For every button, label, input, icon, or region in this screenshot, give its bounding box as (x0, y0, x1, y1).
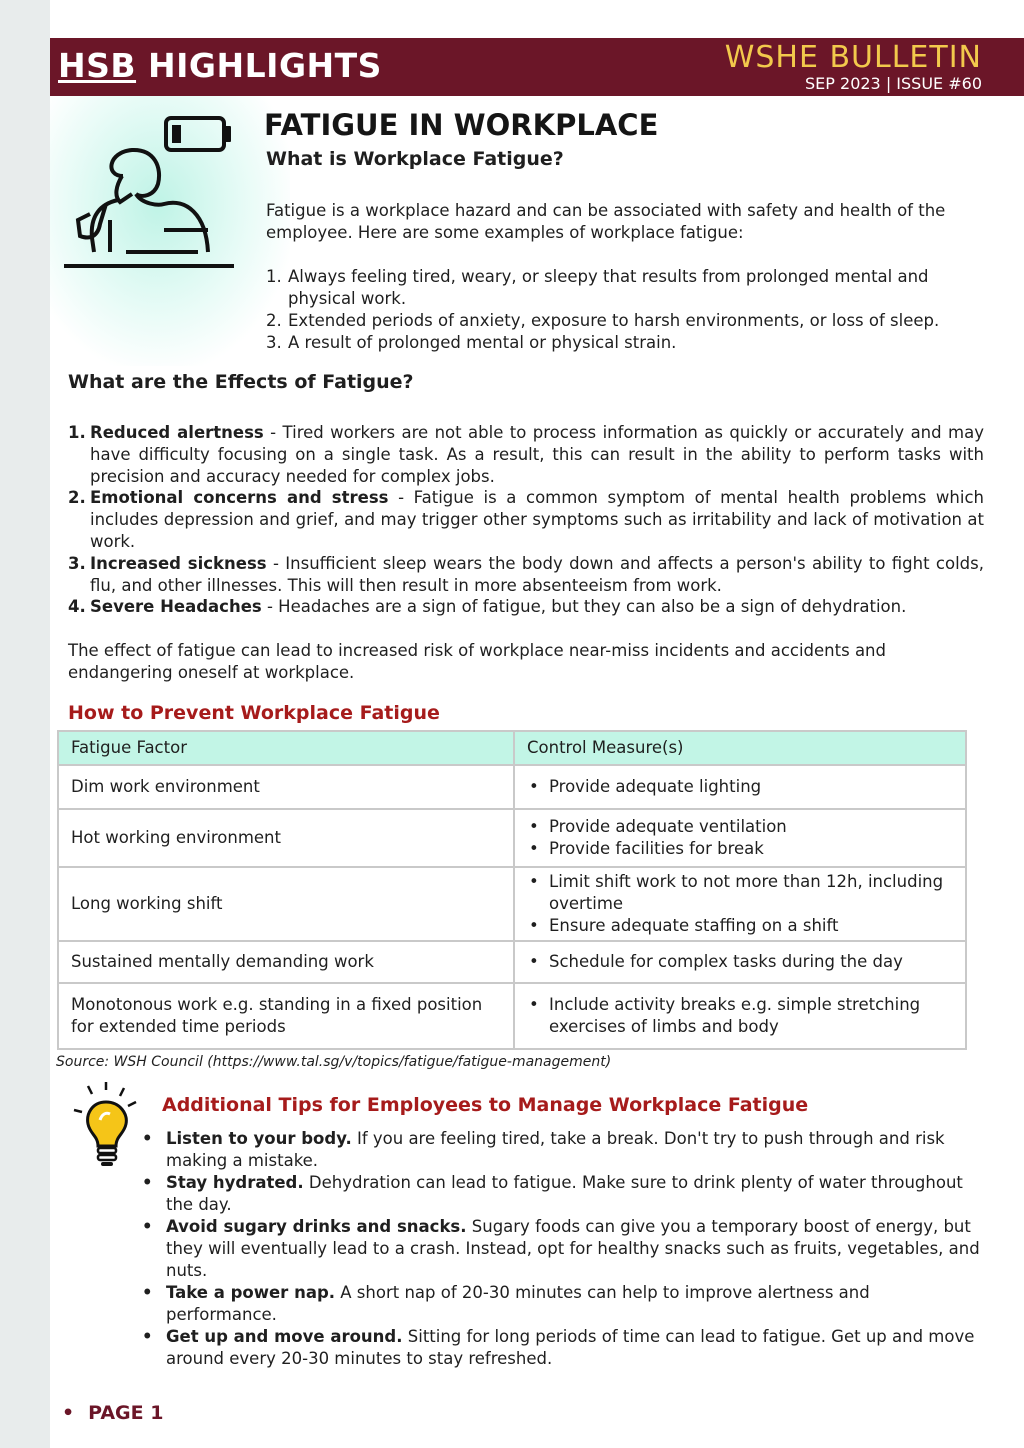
table-row (58, 983, 966, 1049)
list-item-number: 2. (68, 488, 86, 508)
footer-bullet: • (62, 1402, 75, 1424)
side-strip (0, 0, 50, 1448)
list-item-text: A result of prolonged mental or physical strain. (288, 333, 677, 352)
measure-text: Provide adequate ventilation (549, 817, 787, 836)
table-row (58, 941, 966, 983)
bullet: • (529, 916, 539, 935)
prevention-table (57, 730, 967, 1050)
list-item (266, 266, 996, 310)
bullet: • (529, 995, 539, 1014)
source-note: Source: WSH Council (https://www.tal.sg/v/topics/fatigue/fatigue-management) (56, 1054, 612, 1070)
article-intro: Fatigue is a workplace hazard and can be associated with safety and health of the employee. Here are some examples of workplace fatigue: (266, 201, 946, 242)
list-item-heading: Get up and move around. (166, 1327, 403, 1346)
page-number: PAGE 1 (88, 1402, 164, 1424)
list-item-heading: Avoid sugary drinks and snacks. (166, 1217, 467, 1236)
list-item (68, 553, 984, 597)
bulletin-title: WSHE BULLETIN (724, 40, 982, 75)
list-item-number: 3. (68, 553, 86, 573)
list-item-heading: Emotional concerns and stress (90, 488, 389, 508)
list-item-text: Extended periods of anxiety, exposure to harsh environments, or loss of sleep. (288, 311, 940, 330)
tired-worker-low-battery-icon (60, 112, 240, 272)
bullet: • (529, 777, 539, 796)
list-item-text: Sugary foods can give you a temporary boost of energy, but they will eventually lead to a crash. Instead, opt for healthy snacks such as fruits, vegetables, and nuts. (166, 1217, 980, 1280)
bullet: • (142, 1173, 153, 1192)
table-cell-measures (514, 983, 966, 1049)
list-item (68, 596, 984, 618)
list-item (142, 1216, 982, 1282)
list-item-heading: Stay hydrated. (166, 1173, 304, 1192)
prevention-title: How to Prevent Workplace Fatigue (68, 702, 440, 724)
table-cell-factor: Dim work environment (58, 765, 514, 809)
measures-list (527, 776, 953, 798)
measure-item (527, 915, 953, 937)
measure-item (527, 951, 953, 973)
list-item-body (90, 596, 906, 618)
examples-list (266, 266, 996, 354)
list-item-number: 3. (266, 333, 282, 352)
list-item-heading: Take a power nap. (166, 1283, 336, 1302)
header-control-measures: Control Measure(s) (514, 731, 966, 765)
list-item-text: Dehydration can lead to fatigue. Make sure to drink plenty of water throughout the day. (166, 1173, 963, 1214)
table-row (58, 809, 966, 867)
list-item-body (166, 1216, 982, 1282)
list-item-heading: Severe Headaches (90, 597, 262, 617)
bullet: • (529, 839, 539, 858)
list-item-text: A short nap of 20-30 minutes can help to improve alertness and performance. (166, 1283, 870, 1324)
list-item-number: 4. (68, 597, 86, 617)
list-item-body (90, 553, 984, 597)
list-item-heading: Listen to your body. (166, 1129, 352, 1148)
bullet: • (142, 1327, 153, 1346)
bullet: • (142, 1217, 153, 1236)
table-cell-factor: Monotonous work e.g. standing in a fixed position for extended time periods (58, 983, 514, 1049)
page-footer (62, 1402, 163, 1424)
list-item-body (166, 1172, 982, 1216)
list-item (266, 310, 996, 332)
article-title: FATIGUE IN WORKPLACE (264, 108, 659, 142)
list-item-heading: Reduced alertness (90, 423, 264, 442)
list-item-heading: Increased sickness (90, 553, 267, 573)
measures-list (527, 994, 953, 1038)
bullet: • (529, 952, 539, 971)
list-item (266, 332, 996, 354)
effects-title: What are the Effects of Fatigue? (68, 371, 414, 393)
measures-list (527, 816, 953, 860)
brand-suffix: HIGHLIGHTS (136, 46, 382, 85)
bullet: • (529, 872, 539, 891)
tips-title: Additional Tips for Employees to Manage Workplace Fatigue (162, 1094, 809, 1116)
measure-item (527, 816, 953, 838)
table-cell-measures (514, 867, 966, 941)
table-cell-factor: Hot working environment (58, 809, 514, 867)
tips-list (142, 1128, 982, 1370)
list-item-body (166, 1326, 982, 1370)
measure-item (527, 776, 953, 798)
measure-text: Provide adequate lighting (549, 777, 762, 796)
list-item-number: 2. (266, 311, 282, 330)
measure-text: Schedule for complex tasks during the day (549, 952, 903, 971)
measure-text: Provide facilities for break (549, 839, 764, 858)
list-item-text: Always feeling tired, weary, or sleepy that results from prolonged mental and physical work. (288, 267, 929, 308)
header-banner (50, 38, 1024, 96)
bullet: • (142, 1283, 153, 1302)
measures-list (527, 871, 953, 937)
lightbulb-icon (70, 1080, 140, 1170)
table-row (58, 765, 966, 809)
effects-conclusion: The effect of fatigue can lead to increased risk of workplace near-miss incidents and accidents and endangering oneself at workplace. (68, 641, 886, 682)
header-fatigue-factor: Fatigue Factor (58, 731, 514, 765)
table-row (58, 867, 966, 941)
list-item (142, 1326, 982, 1370)
list-item-text: - Insufficient sleep wears the body down and affects a person's ability to fight colds, flu, and other illnesses. This will then result in more absenteeism from work. (90, 553, 984, 595)
table-header-row (58, 731, 966, 765)
list-item (142, 1128, 982, 1172)
measure-text: Include activity breaks e.g. simple stretching exercises of limbs and body (549, 995, 921, 1036)
list-item (142, 1172, 982, 1216)
table-cell-measures (514, 765, 966, 809)
list-item-text: - Tired workers are not able to process information as quickly or accurately and may have difficulty focusing on a single task. As a result, this can result in the ability to perform tasks with precision and accuracy needed for complex jobs. (90, 423, 984, 486)
brand-title (58, 46, 382, 85)
table-cell-factor: Long working shift (58, 867, 514, 941)
table-cell-measures (514, 809, 966, 867)
bullet: • (142, 1129, 153, 1148)
list-item-body (166, 1282, 982, 1326)
list-item-text: Sitting for long periods of time can lead to fatigue. Get up and move around every 20-30 minutes to stay refreshed. (166, 1327, 975, 1368)
list-item-body (90, 422, 984, 487)
measure-item (527, 994, 953, 1038)
measures-list (527, 951, 953, 973)
list-item (68, 422, 984, 487)
table-cell-factor: Sustained mentally demanding work (58, 941, 514, 983)
brand-prefix: HSB (58, 46, 137, 85)
list-item-number: 1. (68, 423, 86, 442)
effects-list (68, 422, 984, 618)
list-item-text: - Fatigue is a common symptom of mental health problems which includes depression and grief, and may trigger other symptoms such as irritability and lack of motivation at work. (90, 488, 984, 551)
measure-item (527, 871, 953, 915)
list-item-body (166, 1128, 982, 1172)
article-subtitle: What is Workplace Fatigue? (266, 148, 564, 170)
list-item-number: 1. (266, 267, 282, 286)
list-item-text: If you are feeling tired, take a break. Don't try to push through and risk making a mistake. (166, 1129, 945, 1170)
bullet: • (529, 817, 539, 836)
measure-text: Limit shift work to not more than 12h, including overtime (549, 872, 944, 913)
table-cell-measures (514, 941, 966, 983)
list-item-body (90, 487, 984, 552)
list-item-text: - Headaches are a sign of fatigue, but they can also be a sign of dehydration. (261, 597, 907, 617)
measure-text: Ensure adequate staffing on a shift (549, 916, 839, 935)
list-item (142, 1282, 982, 1326)
measure-item (527, 838, 953, 860)
list-item (68, 487, 984, 552)
issue-info: SEP 2023 | ISSUE #60 (805, 74, 982, 93)
